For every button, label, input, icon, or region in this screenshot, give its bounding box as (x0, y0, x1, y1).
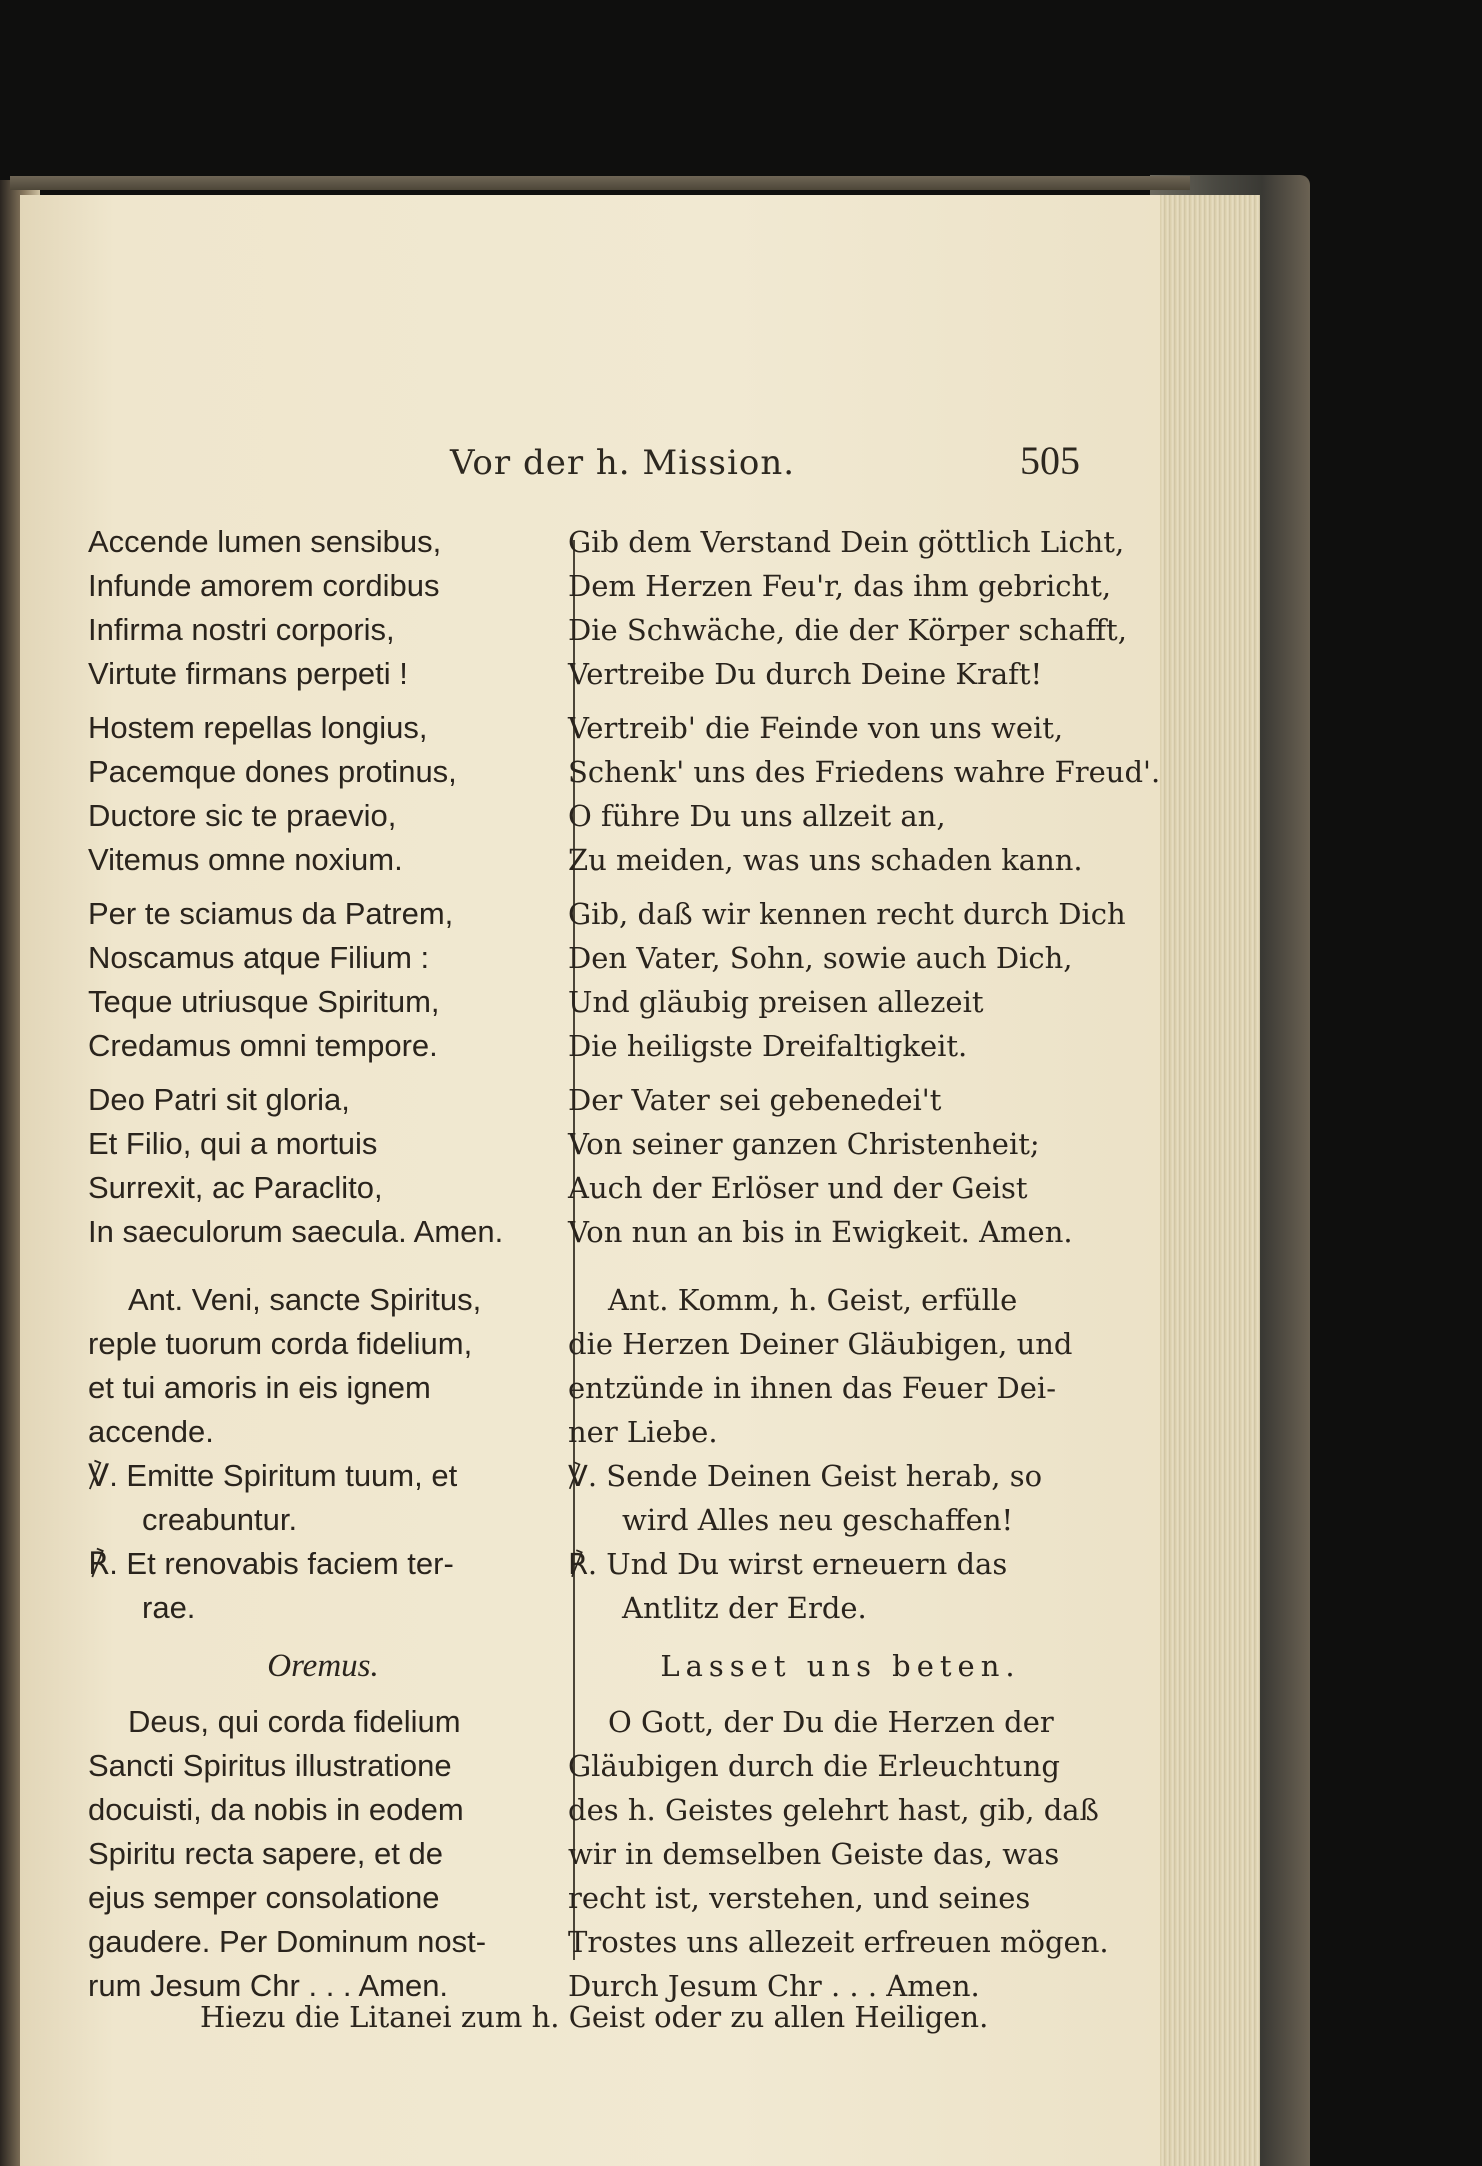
verse-line: Deo Patri sit gloria, (88, 1082, 350, 1117)
versicle-line: ℣. Sende Deinen Geist herab, so (568, 1459, 1043, 1493)
verse-line: Die Schwäche, die der Körper schafft, (568, 613, 1127, 647)
book-top-edge (10, 176, 1190, 190)
verse-line: Zu meiden, was uns schaden kann. (568, 843, 1083, 877)
prayer-line: des h. Geistes gelehrt hast, gib, daß (568, 1793, 1099, 1827)
oremus-heading: Oremus. (267, 1648, 379, 1684)
verse-line: O führe Du uns allzeit an, (568, 799, 946, 833)
prayer-line: Trostes uns allezeit erfreuen mögen. (568, 1925, 1109, 1959)
prayer-line: Deus, qui corda fidelium (128, 1704, 461, 1739)
antiphon-line: Ant. Komm, h. Geist, erfülle (608, 1283, 1018, 1317)
verse-line: Virtute firmans perpeti ! (88, 656, 408, 691)
antiphon-line: die Herzen Deiner Gläubigen, und (568, 1327, 1073, 1361)
verse-line: Pacemque dones protinus, (88, 754, 457, 789)
verse-line: Den Vater, Sohn, sowie auch Dich, (568, 941, 1073, 975)
running-head: Vor der h. Mission. (450, 443, 796, 483)
verse-line: Ductore sic te praevio, (88, 798, 397, 833)
prayer-line: Sancti Spiritus illustratione (88, 1748, 452, 1783)
prayer-line: wir in demselben Geiste das, was (568, 1837, 1060, 1871)
prayer-line: ejus semper consolatione (88, 1880, 440, 1915)
verse-line: In saeculorum saecula. Amen. (88, 1214, 504, 1249)
german-column (568, 520, 1161, 2008)
antiphon-line: entzünde in ihnen das Feuer Dei- (568, 1371, 1056, 1405)
latin-column (88, 520, 558, 2008)
verse-line: Gib, daß wir kennen recht durch Dich (568, 897, 1126, 931)
page-edges (1160, 195, 1260, 2166)
german-versicle (568, 1454, 1113, 1542)
versicle-line: ℣. Emitte Spiritum tuum, et (88, 1458, 458, 1493)
verse-line: Noscamus atque Filium : (88, 940, 430, 975)
latin-response (88, 1542, 558, 1630)
prayer-line: recht ist, verstehen, und seines (568, 1881, 1031, 1915)
prayer-line: rum Jesum Chr . . . Amen. (88, 1968, 449, 2003)
response-line: rae. (142, 1590, 196, 1625)
german-stanza-2 (568, 706, 1161, 882)
response-line: ℟. Et renovabis faciem ter- (88, 1546, 454, 1581)
verse-line: Gib dem Verstand Dein göttlich Licht, (568, 525, 1125, 559)
book-page (20, 195, 1200, 2166)
german-prayer (568, 1700, 1113, 2008)
verse-line: Von nun an bis in Ewigkeit. Amen. (568, 1215, 1073, 1249)
latin-prayer (88, 1700, 558, 2008)
verse-line: Vertreib' die Feinde von uns weit, (568, 711, 1064, 745)
prayer-line: docuisti, da nobis in eodem (88, 1792, 464, 1827)
versicle-line: creabuntur. (142, 1502, 298, 1537)
latin-versicle (88, 1454, 558, 1542)
german-stanza-4 (568, 1078, 1113, 1254)
antiphon-line: Ant. Veni, sancte Spiritus, (128, 1282, 482, 1317)
german-stanza-3 (568, 892, 1126, 1068)
latin-stanza-3 (88, 892, 558, 1068)
prayer-line: Durch Jesum Chr . . . Amen. (568, 1969, 980, 2003)
verse-line: Schenk' uns des Friedens wahre Freud'. (568, 755, 1161, 789)
prayer-line: O Gott, der Du die Herzen der (608, 1705, 1054, 1739)
antiphon-line: ner Liebe. (568, 1415, 718, 1449)
page-header (20, 433, 1200, 493)
german-stanza-1 (568, 520, 1127, 696)
verse-line: Die heiligste Dreifaltigkeit. (568, 1029, 968, 1063)
verse-line: Accende lumen sensibus, (88, 524, 442, 559)
lasset-uns-beten-heading: Lasset uns beten. (660, 1649, 1021, 1683)
verse-line: Credamus omni tempore. (88, 1028, 438, 1063)
latin-stanza-4 (88, 1078, 558, 1254)
versicle-line: wird Alles neu geschaffen! (622, 1503, 1014, 1537)
latin-stanza-2 (88, 706, 558, 882)
verse-line: Hostem repellas longius, (88, 710, 428, 745)
verse-line: Auch der Erlöser und der Geist (568, 1171, 1028, 1205)
latin-antiphon (88, 1278, 558, 1454)
verse-line: Vertreibe Du durch Deine Kraft! (568, 657, 1043, 691)
antiphon-line: reple tuorum corda fidelium, (88, 1326, 473, 1361)
verse-line: Von seiner ganzen Christenheit; (568, 1127, 1040, 1161)
german-antiphon (568, 1278, 1113, 1454)
response-line: ℟. Und Du wirst erneuern das (568, 1547, 1008, 1581)
verse-line: Surrexit, ac Paraclito, (88, 1170, 383, 1205)
verse-line: Teque utriusque Spiritum, (88, 984, 440, 1019)
verse-line: Dem Herzen Feu'r, das ihm gebricht, (568, 569, 1112, 603)
response-line: Antlitz der Erde. (622, 1591, 867, 1625)
verse-line: Et Filio, qui a mortuis (88, 1126, 378, 1161)
antiphon-line: accende. (88, 1414, 214, 1449)
verse-line: Vitemus omne noxium. (88, 842, 403, 877)
german-response (568, 1542, 1113, 1630)
verse-line: Infunde amorem cordibus (88, 568, 440, 603)
prayer-line: gaudere. Per Dominum nost- (88, 1924, 487, 1959)
verse-line: Per te sciamus da Patrem, (88, 896, 454, 931)
antiphon-line: et tui amoris in eis ignem (88, 1370, 431, 1405)
verse-line: Der Vater sei gebenedei't (568, 1083, 942, 1117)
footer-note: Hiezu die Litanei zum h. Geist oder zu allen Heiligen. (200, 2000, 989, 2034)
verse-line: Infirma nostri corporis, (88, 612, 395, 647)
prayer-line: Spiritu recta sapere, et de (88, 1836, 443, 1871)
verse-line: Und gläubig preisen allezeit (568, 985, 984, 1019)
page-number: 505 (1020, 438, 1080, 483)
latin-stanza-1 (88, 520, 558, 696)
prayer-line: Gläubigen durch die Erleuchtung (568, 1749, 1060, 1783)
